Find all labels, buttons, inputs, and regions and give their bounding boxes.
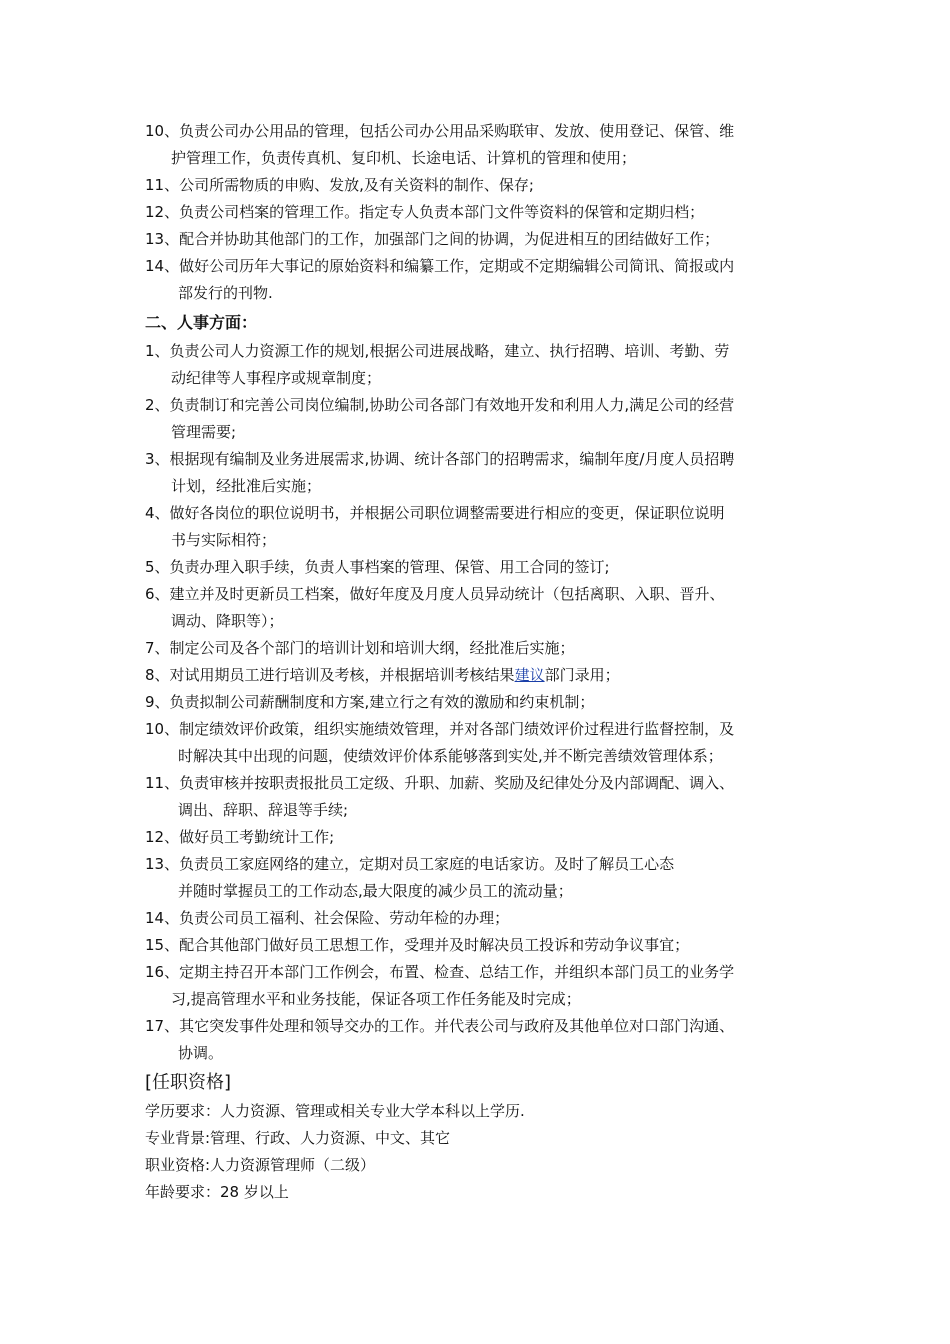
- item-text: 负责员工家庭网络的建立，定期对员工家庭的电话家访。及时了解员工心态: [179, 855, 675, 873]
- qualification-certification: 职业资格:人力资源管理师（二级）: [145, 1156, 376, 1174]
- list-item: [145, 500, 810, 554]
- item-text: 建立并及时更新员工档案，做好年度及月度人员异动统计（包括离职、入职、晋升、: [169, 585, 725, 603]
- item-number: 8、: [145, 666, 170, 684]
- item-text: 负责公司人力资源工作的规划,根据公司进展战略，建立、执行招聘、培训、考勤、劳: [169, 342, 730, 360]
- item-continuation: 协调。: [178, 1044, 224, 1062]
- item-text: 做好员工考勤统计工作;: [179, 828, 335, 846]
- list-item: [145, 118, 810, 172]
- item-text: 负责办理入职手续，负责人事档案的管理、保管、用工合同的签订;: [169, 558, 610, 576]
- list-item: [145, 1013, 810, 1067]
- item-number: 9、: [145, 693, 170, 711]
- item-text: 负责审核并按职责报批员工定级、升职、加薪、奖励及纪律处分及内部调配、调入、: [179, 774, 735, 792]
- item-continuation: 调出、辞职、辞退等手续;: [178, 801, 349, 819]
- item-text: 配合其他部门做好员工思想工作，受理并及时解决员工投诉和劳动争议事宜；: [179, 936, 690, 954]
- list-item: [145, 959, 810, 1013]
- qualification-age: 年龄要求：28 岁以上: [145, 1183, 289, 1201]
- list-item: [145, 172, 810, 199]
- item-continuation: 并随时掌握员工的工作动态,最大限度的减少员工的流动量；: [178, 882, 573, 900]
- item-text: 制定绩效评价政策，组织实施绩效管理，并对各部门绩效评价过程进行监督控制，及: [179, 720, 735, 738]
- item-text: 配合并协助其他部门的工作，加强部门之间的协调，为促进相互的团结做好工作；: [179, 230, 720, 248]
- item-continuation: 部发行的刊物.: [178, 284, 273, 302]
- item-number: 10、: [145, 720, 180, 738]
- list-item: [145, 905, 810, 932]
- item-text: 根据现有编制及业务进展需求,协调、统计各部门的招聘需求，编制年度/月度人员招聘: [169, 450, 735, 468]
- list-item: [145, 689, 810, 716]
- section-heading-qualifications: [任职资格]: [145, 1072, 232, 1093]
- section-heading-hr: 二、人事方面：: [145, 313, 258, 332]
- qualification-education: 学历要求：人力资源、管理或相关专业大学本科以上学历.: [145, 1102, 525, 1120]
- item-text: 做好各岗位的职位说明书，并根据公司职位调整需要进行相应的变更，保证职位说明: [169, 504, 725, 522]
- item-text: 制定公司及各个部门的培训计划和培训大纲，经批准后实施；: [169, 639, 575, 657]
- item-text: 公司所需物质的申购、发放,及有关资料的制作、保存;: [179, 176, 534, 194]
- list-item: [145, 253, 810, 307]
- list-item: [145, 770, 810, 824]
- item-text: 负责制订和完善公司岗位编制,协助公司各部门有效地开发和利用人力,满足公司的经营: [169, 396, 735, 414]
- item-number: 13、: [145, 855, 180, 873]
- item-number: 14、: [145, 909, 180, 927]
- item-number: 7、: [145, 639, 170, 657]
- list-item: [145, 662, 810, 689]
- list-item: [145, 199, 810, 226]
- item-text: 其它突发事件处理和领导交办的工作。并代表公司与政府及其他单位对口部门沟通、: [179, 1017, 735, 1035]
- item-number: 16、: [145, 963, 180, 981]
- list-item: [145, 226, 810, 253]
- item-continuation: 护管理工作，负责传真机、复印机、长途电话、计算机的管理和使用；: [171, 149, 637, 167]
- item-number: 11、: [145, 774, 180, 792]
- item-number: 3、: [145, 450, 170, 468]
- item-text: 负责公司档案的管理工作。指定专人负责本部门文件等资料的保管和定期归档；: [179, 203, 705, 221]
- item-text: 对试用期员工进行培训及考核，并根据培训考核结果: [169, 666, 515, 684]
- item-number: 4、: [145, 504, 170, 522]
- item-text: 负责拟制公司薪酬制度和方案,建立行之有效的激励和约束机制；: [169, 693, 595, 711]
- list-item: [145, 338, 810, 392]
- item-number: 12、: [145, 828, 180, 846]
- item-number: 6、: [145, 585, 170, 603]
- item-text: 定期主持召开本部门工作例会，布置、检查、总结工作，并组织本部门员工的业务学: [179, 963, 735, 981]
- item-continuation: 计划，经批准后实施；: [171, 477, 322, 495]
- item-number: 17、: [145, 1017, 180, 1035]
- suggestion-link[interactable]: 建议: [514, 666, 545, 684]
- list-item: [145, 554, 810, 581]
- item-number: 13、: [145, 230, 180, 248]
- item-number: 14、: [145, 257, 180, 275]
- qualification-background: 专业背景:管理、行政、人力资源、中文、其它: [145, 1129, 451, 1147]
- list-item: [145, 635, 810, 662]
- document-page: [145, 118, 810, 1206]
- item-text: 做好公司历年大事记的原始资料和编纂工作，定期或不定期编辑公司简讯、简报或内: [179, 257, 735, 275]
- item-continuation: 管理需要;: [171, 423, 237, 441]
- list-item: [145, 716, 810, 770]
- item-number: 1、: [145, 342, 170, 360]
- item-text: 负责公司员工福利、社会保险、劳动年检的办理；: [179, 909, 510, 927]
- item-number: 11、: [145, 176, 180, 194]
- item-continuation: 调动、降职等）；: [171, 612, 284, 630]
- list-item: [145, 824, 810, 851]
- item-number: 12、: [145, 203, 180, 221]
- item-continuation: 时解决其中出现的问题，使绩效评价体系能够落到实处,并不断完善绩效管理体系；: [178, 747, 723, 765]
- item-number: 15、: [145, 936, 180, 954]
- item-text: 部门录用；: [544, 666, 620, 684]
- item-number: 5、: [145, 558, 170, 576]
- item-text: 负责公司办公用品的管理，包括公司办公用品采购联审、发放、使用登记、保管、维: [179, 122, 735, 140]
- list-item: [145, 392, 810, 446]
- item-continuation: 书与实际相符；: [171, 531, 277, 549]
- list-item: [145, 446, 810, 500]
- list-item: [145, 851, 810, 905]
- item-number: 10、: [145, 122, 180, 140]
- item-number: 2、: [145, 396, 170, 414]
- item-continuation: 动纪律等人事程序或规章制度；: [171, 369, 382, 387]
- item-continuation: 习,提高管理水平和业务技能，保证各项工作任务能及时完成；: [171, 990, 581, 1008]
- list-item: [145, 932, 810, 959]
- list-item: [145, 581, 810, 635]
